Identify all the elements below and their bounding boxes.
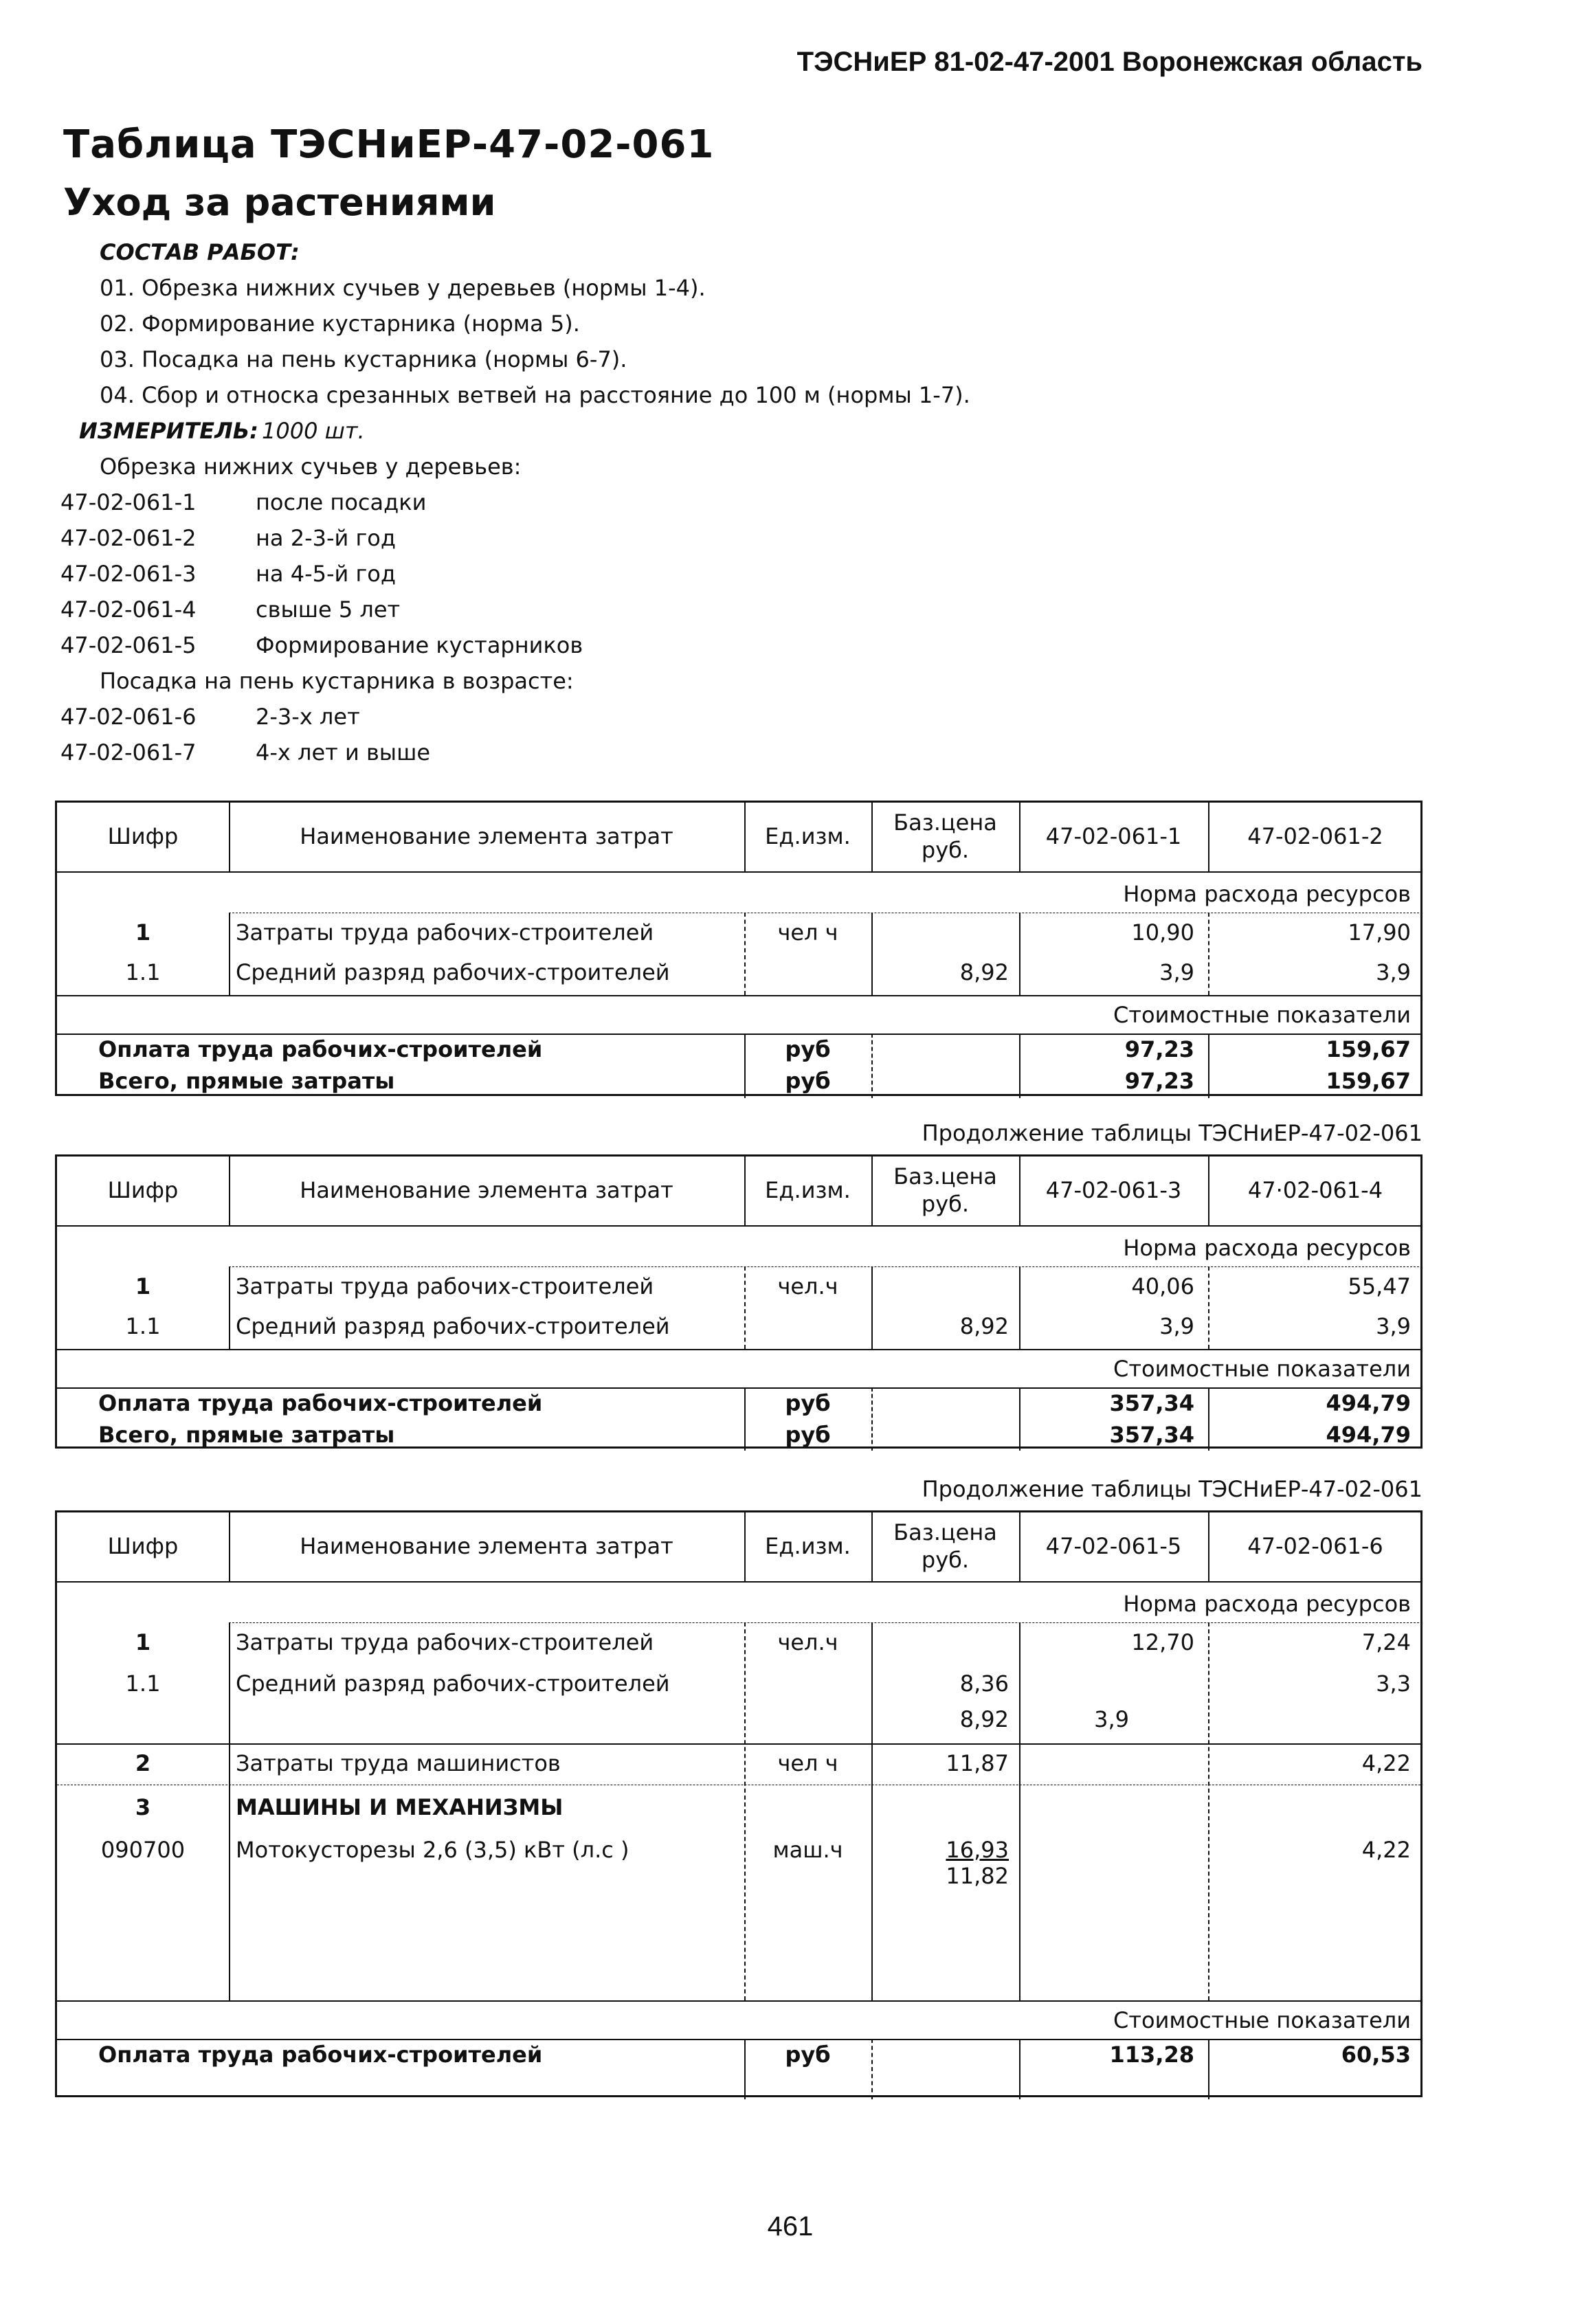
row-value-b: 4,22 <box>1361 1837 1411 1863</box>
col-name-header: Наименование элемента затрат <box>300 1533 673 1559</box>
row-value-b: 3,9 <box>1376 1313 1411 1339</box>
row-value-b: 3,3 <box>1376 1671 1411 1697</box>
section-machines: МАШИНЫ И МЕХАНИЗМЫ <box>236 1794 564 1820</box>
total-row-b: 159,67 <box>1326 1068 1411 1094</box>
total-row-unit: руб <box>785 1422 831 1448</box>
col-unit-header: Ед.изм. <box>765 1533 851 1559</box>
row-unit: чел.ч <box>777 1629 838 1655</box>
pay-row-a: 357,34 <box>1109 1390 1194 1416</box>
row-value-a: 3,9 <box>1094 1706 1129 1732</box>
running-title: ТЭСНиЕР 81-02-47-2001 Воронежская область <box>796 47 1423 77</box>
composition-item: 04. Сбор и относка срезанных ветвей на расстояние до 100 м (нормы 1-7). <box>100 382 970 408</box>
row-name: Затраты труда машинистов <box>236 1750 561 1776</box>
row-price: 11,82 <box>946 1863 1009 1889</box>
resource-table-1 <box>55 801 1423 1096</box>
row-code: 1 <box>135 1273 151 1299</box>
col-name-header: Наименование элемента затрат <box>300 823 673 849</box>
row-value-b: 55,47 <box>1348 1273 1411 1299</box>
norm-code: 47-02-061-4 <box>60 596 197 623</box>
row-code: 1 <box>135 1629 151 1655</box>
row-price: 8,92 <box>959 959 1009 985</box>
total-row-name: Всего, прямые затраты <box>98 1068 395 1094</box>
norm-desc: 4-х лет и выше <box>256 739 431 766</box>
total-row-a: 97,23 <box>1124 1068 1194 1094</box>
norm-desc: свыше 5 лет <box>256 596 401 623</box>
row-value-b: 4,22 <box>1361 1750 1411 1776</box>
row-unit: чел ч <box>777 919 838 946</box>
norm-code: 47-02-061-6 <box>60 704 197 730</box>
row-price: 8,92 <box>959 1313 1009 1339</box>
row-name: Затраты труда рабочих-строителей <box>236 1629 654 1655</box>
composition-item: 02. Формирование кустарника (норма 5). <box>100 311 580 337</box>
row-code: 1.1 <box>125 1313 161 1339</box>
row-unit: чел ч <box>777 1750 838 1776</box>
col-price-unit: руб. <box>921 837 970 863</box>
pay-row-b: 159,67 <box>1326 1036 1411 1062</box>
row-code: 1 <box>135 919 151 946</box>
col-price-header: Баз.цена <box>893 1519 997 1545</box>
col-code-header: Шифр <box>107 1533 179 1559</box>
norm-code: 47-02-061-3 <box>60 561 197 587</box>
col-norm-a: 47-02-061-3 <box>1045 1177 1182 1203</box>
composition-label: СОСТАВ РАБОТ: <box>100 239 300 265</box>
section-costs: Стоимостные показатели <box>1113 1356 1411 1382</box>
row-price: 16,93 <box>946 1837 1009 1863</box>
col-name-header: Наименование элемента затрат <box>300 1177 673 1203</box>
section-norms: Норма расхода ресурсов <box>1123 1591 1411 1617</box>
row-value-a: 40,06 <box>1131 1273 1194 1299</box>
row-value-b: 7,24 <box>1361 1629 1411 1655</box>
total-row-unit: руб <box>785 1068 831 1094</box>
pay-row-name: Оплата труда рабочих-строителей <box>98 2042 543 2068</box>
norm-desc: 2-3-х лет <box>256 704 360 730</box>
row-code: 1.1 <box>125 959 161 985</box>
row-name: Средний разряд рабочих-строителей <box>236 959 670 985</box>
measure-value: 1000 шт. <box>262 418 365 444</box>
pay-row-name: Оплата труда рабочих-строителей <box>98 1036 543 1062</box>
norm-code: 47-02-061-5 <box>60 632 197 658</box>
continuation-note: Продолжение таблицы ТЭСНиЕР-47-02-061 <box>922 1476 1423 1502</box>
row-value-a: 10,90 <box>1131 919 1194 946</box>
col-unit-header: Ед.изм. <box>765 823 851 849</box>
norm-code: 47-02-061-1 <box>60 489 197 515</box>
row-code: 090700 <box>100 1837 186 1863</box>
row-value-a: 12,70 <box>1131 1629 1194 1655</box>
col-norm-b: 47-02-061-6 <box>1247 1533 1383 1559</box>
section-costs: Стоимостные показатели <box>1113 1002 1411 1028</box>
pay-row-name: Оплата труда рабочих-строителей <box>98 1390 543 1416</box>
subtitle: Уход за растениями <box>63 181 496 224</box>
pay-row-unit: руб <box>785 1390 831 1416</box>
pay-row-unit: руб <box>785 2042 831 2068</box>
row-value-b: 3,9 <box>1376 959 1411 985</box>
col-norm-b: 47-02-061-2 <box>1247 823 1383 849</box>
col-price-header: Баз.цена <box>893 1163 997 1189</box>
col-norm-a: 47-02-061-1 <box>1045 823 1182 849</box>
col-code-header: Шифр <box>107 1177 179 1203</box>
section-norms: Норма расхода ресурсов <box>1123 1235 1411 1261</box>
norm-desc: Формирование кустарников <box>256 632 583 658</box>
row-unit: маш.ч <box>772 1837 843 1863</box>
row-name: Средний разряд рабочих-строителей <box>236 1313 670 1339</box>
norm-desc: после посадки <box>256 489 427 515</box>
total-row-name: Всего, прямые затраты <box>98 1422 395 1448</box>
row-price: 8,36 <box>959 1671 1009 1697</box>
section-norms: Норма расхода ресурсов <box>1123 881 1411 907</box>
measure-label: ИЗМЕРИТЕЛЬ: <box>79 418 258 444</box>
total-row-a: 357,34 <box>1109 1422 1194 1448</box>
row-value-a: 3,9 <box>1159 959 1194 985</box>
table-title: Таблица ТЭСНиЕР-47-02-061 <box>63 122 715 167</box>
measure <box>79 418 365 444</box>
row-name: Затраты труда рабочих-строителей <box>236 919 654 946</box>
resource-table-2 <box>55 1154 1423 1449</box>
row-price: 8,92 <box>959 1706 1009 1732</box>
continuation-note: Продолжение таблицы ТЭСНиЕР-47-02-061 <box>922 1120 1423 1146</box>
col-price-unit: руб. <box>921 1547 970 1573</box>
pay-row-b: 60,53 <box>1341 2042 1411 2068</box>
pay-row-unit: руб <box>785 1036 831 1062</box>
norm-code: 47-02-061-7 <box>60 739 197 766</box>
pay-row-a: 113,28 <box>1109 2042 1194 2068</box>
norm-code: 47-02-061-2 <box>60 525 197 551</box>
col-price-unit: руб. <box>921 1191 970 1217</box>
page-number: 461 <box>767 2211 814 2242</box>
table-3-summary-rows <box>55 1510 1423 2097</box>
composition-item: 01. Обрезка нижних сучьев у деревьев (нормы 1-4). <box>100 275 706 301</box>
pay-row-a: 97,23 <box>1124 1036 1194 1062</box>
row-code: 2 <box>135 1750 151 1776</box>
norm-group-title: Посадка на пень кустарника в возрасте: <box>100 668 574 694</box>
row-value-b: 17,90 <box>1348 919 1411 946</box>
row-name: Мотокусторезы 2,6 (3,5) кВт (л.с ) <box>236 1837 629 1863</box>
row-name: Затраты труда рабочих-строителей <box>236 1273 654 1299</box>
composition-item: 03. Посадка на пень кустарника (нормы 6-7). <box>100 346 627 372</box>
col-norm-b: 47·02-061-4 <box>1247 1177 1383 1203</box>
row-code: 3 <box>135 1794 151 1820</box>
row-name: Средний разряд рабочих-строителей <box>236 1671 670 1697</box>
row-price: 11,87 <box>946 1750 1009 1776</box>
norm-desc: на 4-5-й год <box>256 561 396 587</box>
row-code: 1.1 <box>125 1671 161 1697</box>
col-norm-a: 47-02-061-5 <box>1045 1533 1182 1559</box>
col-price-header: Баз.цена <box>893 809 997 836</box>
row-value-a: 3,9 <box>1159 1313 1194 1339</box>
norm-group-title: Обрезка нижних сучьев у деревьев: <box>100 454 522 480</box>
col-code-header: Шифр <box>107 823 179 849</box>
norm-desc: на 2-3-й год <box>256 525 396 551</box>
pay-row-b: 494,79 <box>1326 1390 1411 1416</box>
section-costs: Стоимостные показатели <box>1113 2007 1411 2033</box>
total-row-b: 494,79 <box>1326 1422 1411 1448</box>
row-unit: чел.ч <box>777 1273 838 1299</box>
col-unit-header: Ед.изм. <box>765 1177 851 1203</box>
